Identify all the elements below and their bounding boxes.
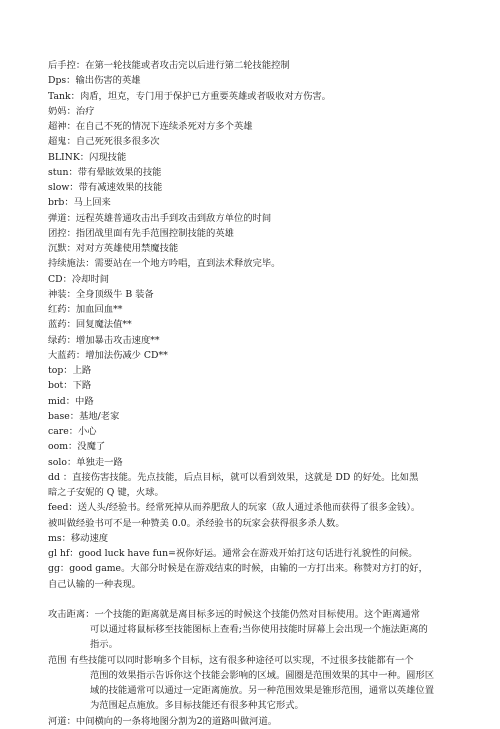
- glossary-line: Dps：输出伤害的英雄: [48, 75, 141, 87]
- definition-first-line: 河道：中间横向的一条将地图分割为2的道路叫做河道。: [48, 715, 278, 727]
- glossary-line: 超神：在自己不死的情况下连续杀死对方多个英雄: [48, 121, 253, 132]
- definition-continuation-line: 为范围起点施放。多目标技能还有很多种其它形式。: [90, 700, 304, 712]
- glossary-line: top：上路: [48, 365, 92, 376]
- definition-first-line: 范围 有些技能可以同时影响多个目标，这有很多种途径可以实现，不过很多技能都有一个: [48, 654, 414, 666]
- definition-continuation-line: 范围的效果指示告诉你这个技能会影响的区域。圆圈是范围效果的其中一种。圆形区: [90, 669, 434, 681]
- glossary-line: 暗之子安妮的 Q 键，火球。: [48, 487, 164, 498]
- glossary-line: Tank：肉盾，坦克，专门用于保护已方重要英雄或者吸收对方伤害。: [48, 90, 331, 102]
- glossary-line: 红药：加血回血**: [48, 304, 123, 315]
- glossary-line: 神装：全身顶级牛 B 装备: [48, 288, 154, 300]
- definitions-list: [48, 607, 486, 729]
- glossary-line: stun：带有晕眩效果的技能: [48, 166, 162, 178]
- glossary-line: 持续施法：需要站在一个地方吟唱，直到法术释放完毕。: [48, 258, 281, 270]
- glossary-line: 团控：指团战里面有先手范围控制技能的英雄: [48, 227, 234, 239]
- glossary-line: base：基地/老家: [48, 410, 120, 422]
- glossary-line: 沉默：对对方英雄使用禁魔技能: [48, 243, 179, 254]
- glossary-line: 蓝药：回复魔法值**: [48, 319, 132, 331]
- definition-continuation-line: 域的技能通常可以通过一定距离施放。另一种范围效果是锥形范围，通常以英雄位置: [90, 685, 434, 696]
- definition-first-line: 攻击距离：一个技能的距离就是离目标多远的时候这个技能仍然对目标使用。这个距离通常: [48, 608, 420, 620]
- glossary-line: brb：马上回来: [48, 197, 111, 209]
- definition-block: [48, 653, 486, 714]
- definition-block: [48, 607, 486, 653]
- glossary-line: BLINK：闪现技能: [48, 151, 127, 163]
- glossary-line: gl hf：good luck have fun=祝你好运。通常会在游戏开始打这句话进行礼貌性的问候。: [48, 548, 418, 559]
- definition-continuation-line: 可以通过将鼠标移至技能图标上查看;当你使用技能时屏幕上会出现一个施法距离的: [90, 624, 428, 635]
- glossary-line: mid：中路: [48, 395, 94, 407]
- glossary-line: 弹道：远程英雄普通攻击出手到攻击到敌方单位的时间: [48, 212, 272, 224]
- glossary-line: 后手控：在第一轮技能或者攻击完以后进行第二轮技能控制: [48, 60, 290, 71]
- glossary-line: oom：没魔了: [48, 441, 106, 453]
- glossary-line: CD：冷却时间: [48, 273, 110, 285]
- glossary-list: [48, 58, 486, 592]
- section-gap: [48, 592, 486, 607]
- glossary-line: 自己认输的一种表现。: [48, 578, 141, 590]
- glossary-line: 超鬼：自己死死很多很多次: [48, 136, 160, 148]
- glossary-line: bot：下路: [48, 380, 92, 392]
- glossary-line: ms：移动速度: [48, 532, 109, 544]
- glossary-line: 大蓝药：增加法伤减少 CD**: [48, 349, 168, 361]
- glossary-line: solo：单独走一路: [48, 456, 123, 468]
- glossary-line: dd ：直接伤害技能。先点技能，后点目标，就可以看到效果，这就是 DD 的好处。比如黑: [48, 471, 419, 483]
- glossary-line: 奶妈：治疗: [48, 105, 95, 117]
- glossary-line: 被叫做经验书可不是一种赞美 0.0。杀经验书的玩家会获得很多杀人数。: [48, 517, 345, 529]
- glossary-line: feed：送人头/经验书。经常死掉从而养肥敌人的玩家（敌人通过杀他而获得了很多金钱）。: [48, 502, 421, 514]
- glossary-line: gg：good game。大部分时候是在游戏结束的时候，由输的一方打出来。称赞对方打的好，: [48, 563, 428, 575]
- glossary-line: 绿药：增加暴击攻击速度**: [48, 334, 160, 346]
- definition-continuation-line: 指示。: [90, 639, 118, 651]
- definition-block: [48, 714, 486, 729]
- glossary-line: slow：带有减速效果的技能: [48, 182, 163, 193]
- glossary-line: care：小心: [48, 426, 97, 437]
